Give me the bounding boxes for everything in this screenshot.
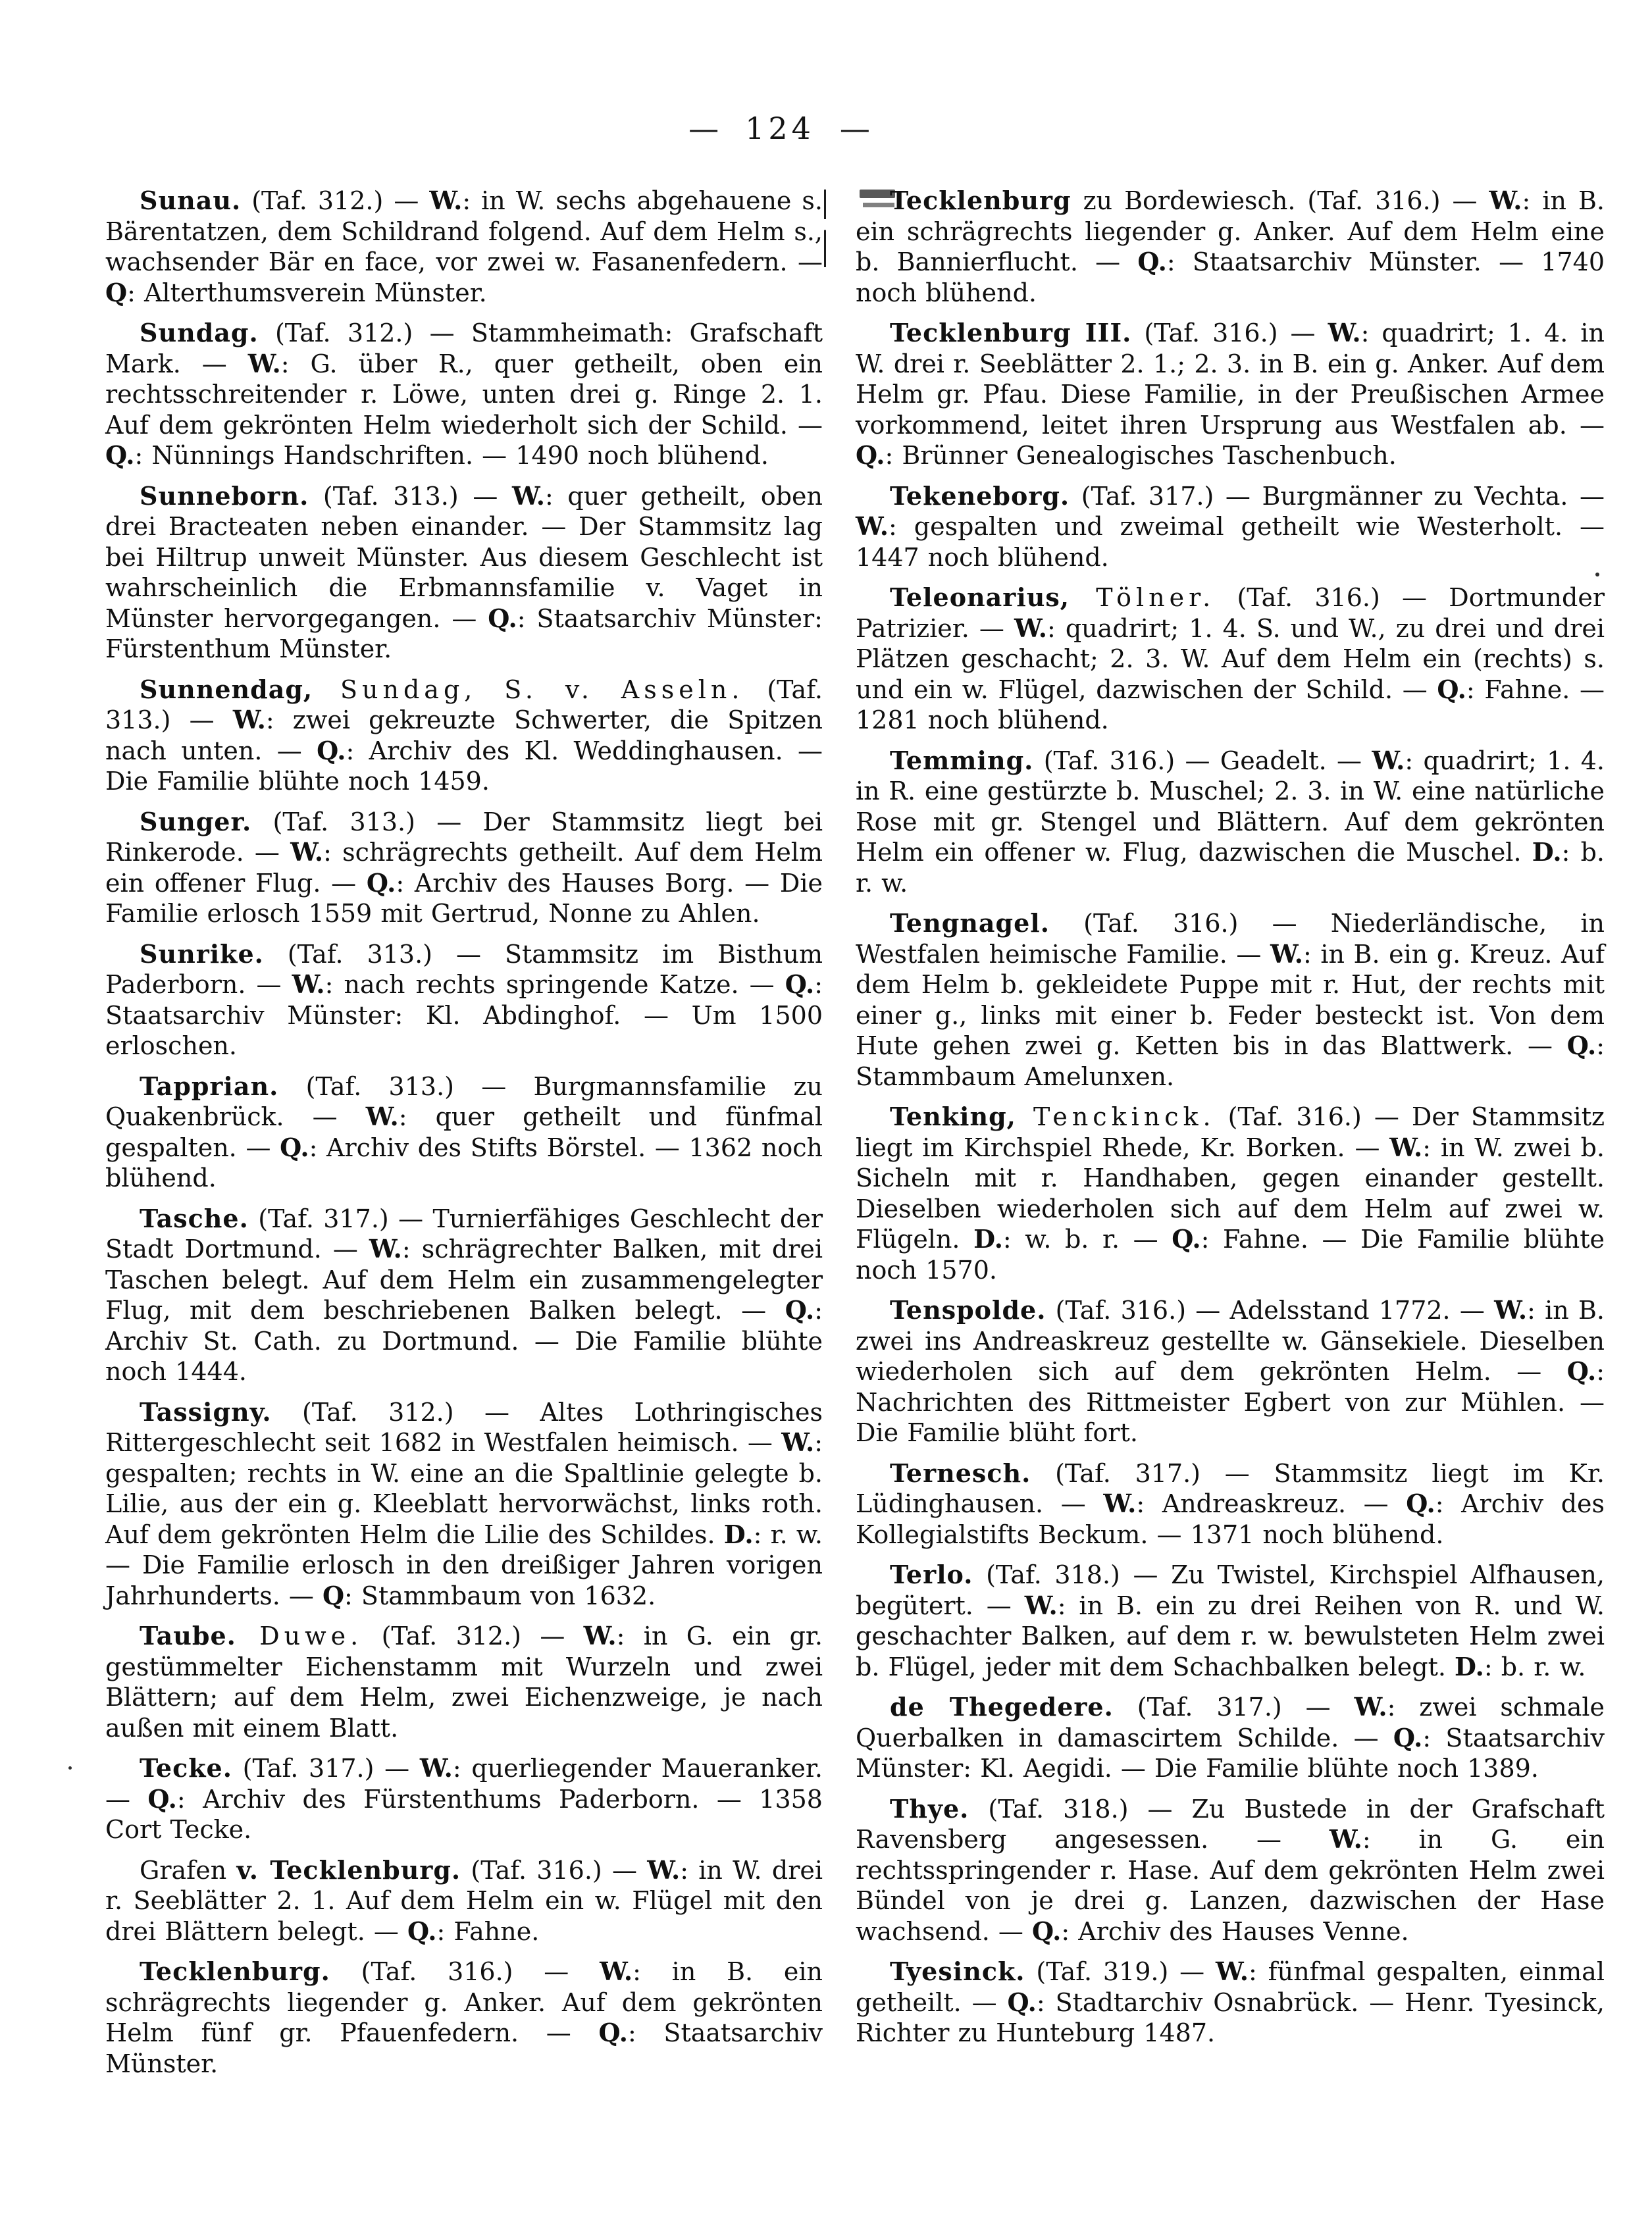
bold-token: W. — [1329, 1824, 1362, 1854]
bold-token: W. — [1024, 1590, 1058, 1620]
bold-token: Q. — [488, 603, 517, 633]
bold-token: W. — [365, 1102, 399, 1131]
entry-headword: Temming. — [890, 745, 1034, 775]
bold-token: Q. — [317, 735, 346, 765]
entry-headword: Tyesinck. — [890, 1956, 1025, 1986]
bold-token: W. — [1270, 938, 1303, 969]
entry: Thye. (Taf. 318.) — Zu Bustede in der Grafschaft Ravensberg angesessen. — W.: in G. ein rechtsspringender r. Hase. Auf dem gekrönten Helm zwei Bündel von je drei g. Lanzen, dazwischen der Hase wachsend. — Q.: Archiv des Hauses Venne. — [856, 1793, 1605, 1946]
bold-token: Q. — [407, 1916, 437, 1946]
entry: Ternesch. (Taf. 317.) — Stammsitz liegt im Kr. Lüdinghausen. — W.: Andreaskreuz. — Q.: Archiv des Kollegialstifts Beckum. — 1371 noch blühend. — [856, 1458, 1605, 1549]
entry-headword: Tengnagel. — [890, 908, 1050, 938]
bold-token: Q. — [1172, 1224, 1201, 1254]
entry-headword: Tapprian. — [140, 1071, 279, 1101]
page-header — [0, 111, 1560, 146]
bold-token: W. — [290, 837, 324, 867]
entry-headword: Taube. — [140, 1621, 236, 1650]
bold-token: Q. — [598, 2018, 628, 2047]
entry: Grafen v. Tecklenburg. (Taf. 316.) — W.: in W. drei r. Seeblätter 2. 1. Auf dem Helm ein w. Flügel mit den drei Blättern belegt. — Q.: Fahne. — [105, 1854, 823, 1946]
entry-headword: Tenking, — [890, 1102, 1016, 1131]
bold-token: Q. — [785, 1295, 815, 1325]
entry-headword: Thye. — [890, 1793, 969, 1824]
entry-headword: Tecklenburg — [890, 186, 1071, 215]
bold-token: W. — [1354, 1692, 1387, 1722]
bold-token: W. — [1494, 1295, 1528, 1325]
text-columns — [105, 186, 1605, 2079]
entry-headword: Ternesch. — [890, 1458, 1031, 1488]
entry-headword: Tasche. — [140, 1203, 249, 1233]
bold-token: W. — [1489, 186, 1522, 215]
bold-token: W. — [1216, 1956, 1249, 1986]
left-column — [105, 186, 823, 2079]
bold-token: Q. — [1437, 674, 1466, 704]
entry: Teleonarius, Tölner. (Taf. 316.) — Dortmunder Patrizier. — W.: quadrirt; 1. 4. S. und W., zu drei und drei Plätzen geschacht; 2. 3. W. Auf dem Helm ein (rechts) s. und ein w. Flügel, dazwischen der Schild. — Q.: Fahne. — 1281 noch blühend. — [856, 582, 1605, 734]
entry: Tenspolde. (Taf. 316.) — Adelsstand 1772. — W.: in B. zwei ins Andreaskreuz gestellte w. Gänsekiele. Dieselben wiederholen sich auf dem gekrönten Helm. — Q.: Nachrichten des Rittmeister Egbert von zur Mühlen. — Die Familie blüht fort. — [856, 1295, 1605, 1447]
bold-token: Q. — [105, 440, 135, 470]
entry-headword-prefix: Grafen — [140, 1855, 237, 1885]
entry: Tasche. (Taf. 317.) — Turnierfähiges Geschlecht der Stadt Dortmund. — W.: schrägrechter Balken, mit drei Taschen belegt. Auf dem Helm ein zusammengelegter Flug, mit dem beschriebenen Balken belegt. — Q.: Archiv St. Cath. zu Dortmund. — Die Familie blühte noch 1444. — [105, 1203, 823, 1386]
bold-token: Q. — [147, 1783, 177, 1814]
bold-token: W. — [1328, 318, 1361, 347]
entry: Sunneborn. (Taf. 313.) — W.: quer getheilt, oben drei Bracteaten neben einander. — Der Stammsitz lag bei Hiltrup unweit Münster. Aus diesem Geschlecht ist wahrscheinlich die Erbmannsfamilie v. Vaget in Münster hervorgegangen. — Q.: Staatsarchiv Münster: Fürstenthum Münster. — [105, 480, 823, 663]
entry-headword: Sunneborn. — [140, 480, 309, 511]
bold-token: W. — [583, 1621, 617, 1650]
bold-token: D. — [1532, 837, 1562, 867]
entry-headword: Tecklenburg. — [140, 1956, 330, 1986]
bold-token: W. — [781, 1427, 815, 1457]
bold-token: Q. — [1566, 1356, 1597, 1386]
bold-token: W. — [1372, 745, 1405, 775]
entry: Sunger. (Taf. 313.) — Der Stammsitz liegt bei Rinkerode. — W.: schrägrechts getheilt. Auf dem Helm ein offener Flug. — Q.: Archiv des Hauses Borg. — Die Familie erlosch 1559 mit Gertrud, Nonne zu Ahlen. — [105, 806, 823, 928]
bold-token: W. — [856, 511, 889, 541]
entry-headword: Teleonarius, — [890, 582, 1070, 612]
bold-token: D. — [1455, 1651, 1484, 1681]
entry: Tekeneborg. (Taf. 317.) — Burgmänner zu Vechta. — W.: gespalten und zweimal getheilt wie Westerholt. — 1447 noch blühend. — [856, 480, 1605, 572]
bold-token: Q — [105, 277, 128, 307]
entry: Taube. Duwe. (Taf. 312.) — W.: in G. ein gr. gestümmelter Eichenstamm mit Wurzeln und zwei Blättern; auf dem Helm, zwei Eichenzweige, je nach außen mit einem Blatt. — [105, 1621, 823, 1743]
entry: Tengnagel. (Taf. 316.) — Niederländische, in Westfalen heimische Familie. — W.: in B. ein g. Kreuz. Auf dem Helm b. gekleidete Puppe mit r. Hut, der rechts mit einer g., links mit einer b. Feder besteckt ist. Von dem Hute gehen zwei g. Ketten bis in das Blattwerk. — Q.: Stammbaum Amelunxen. — [856, 908, 1605, 1091]
entry-headword: Sundag. — [140, 318, 259, 347]
bold-token: Q. — [1566, 1031, 1597, 1060]
bold-token: Q. — [856, 440, 885, 470]
entry: Tecklenburg III. (Taf. 316.) — W.: quadrirt; 1. 4. in W. drei r. Seeblätter 2. 1.; 2. 3. in B. ein g. Anker. Auf dem Helm gr. Pfau. Diese Familie, in der Preußischen Armee vorkommend, leitet ihren Ursprung aus Westfalen ab. — Q.: Brünner Genealogisches Taschenbuch. — [856, 318, 1605, 470]
entry-headword: Tenspolde. — [890, 1295, 1046, 1325]
entry: Tyesinck. (Taf. 319.) — W.: fünfmal gespalten, einmal getheilt. — Q.: Stadtarchiv Osnabrück. — Henr. Tyesinck, Richter zu Hunteburg 1487. — [856, 1956, 1605, 2047]
entry: Tecklenburg zu Bordewiesch. (Taf. 316.) — W.: in B. ein schrägrechts liegender g. Anker. Auf dem Helm eine b. Bannierflucht. — Q.: Staatsarchiv Münster. — 1740 noch blühend. — [856, 186, 1605, 307]
entry: Terlo. (Taf. 318.) — Zu Twistel, Kirchspiel Alfhausen, begütert. — W.: in B. ein zu drei Reihen von R. und W. geschachter Balken, auf dem r. w. bewulsteten Helm zwei b. Flügel, jeder mit dem Schachbalken belegt. D.: b. r. w. — [856, 1560, 1605, 1681]
entry: Tapprian. (Taf. 313.) — Burgmannsfamilie zu Quakenbrück. — W.: quer getheilt und fünfmal gespalten. — Q.: Archiv des Stifts Börstel. — 1362 noch blühend. — [105, 1071, 823, 1192]
page-number: 124 — [745, 111, 815, 146]
entry-headword: Tecklenburg III. — [890, 318, 1132, 347]
right-column — [856, 186, 1605, 2079]
bold-token: W. — [232, 705, 266, 734]
bold-token: Q. — [1406, 1489, 1435, 1518]
entry: Sunrike. (Taf. 313.) — Stammsitz im Bisthum Paderborn. — W.: nach rechts springende Katze. — Q.: Staatsarchiv Münster: Kl. Abdinghof. — Um 1500 erloschen. — [105, 938, 823, 1060]
bold-token: Q. — [1031, 1916, 1062, 1946]
bold-token: W. — [1389, 1132, 1423, 1162]
entry: Sunnendag, Sundag, S. v. Asseln. (Taf. 313.) — W.: zwei gekreuzte Schwerter, die Spitzen nach unten. — Q.: Archiv des Kl. Weddinghausen. — Die Familie blühte noch 1459. — [105, 674, 823, 796]
bold-token: Q — [322, 1580, 345, 1610]
entry: Tecke. (Taf. 317.) — W.: querliegender Maueranker. — Q.: Archiv des Fürstenthums Paderborn. — 1358 Cort Tecke. — [105, 1753, 823, 1844]
bold-token: D. — [723, 1519, 754, 1549]
bold-token: W. — [419, 1753, 453, 1783]
entry-headword: Sunrike. — [140, 938, 264, 969]
bold-token: Q. — [1137, 247, 1167, 276]
bold-token: Q. — [366, 867, 396, 898]
bold-token: Q. — [280, 1132, 309, 1162]
entry-headword: Sunau. — [140, 186, 242, 215]
entry-headword: Tecke. — [140, 1753, 232, 1783]
entry: Tassigny. (Taf. 312.) — Altes Lothringisches Rittergeschlecht seit 1682 in Westfalen heimisch. — W.: gespalten; rechts in W. eine an die Spaltlinie gelegte b. Lilie, aus der ein g. Kleeblatt hervorwächst, links roth. Auf dem gekrönten Helm die Lilie des Schildes. D.: r. w. — Die Familie erlosch in den dreißiger Jahren vorigen Jahrhunderts. — Q: Stammbaum von 1632. — [105, 1396, 823, 1610]
header-dash-right: — — [839, 111, 871, 146]
ink-speck — [68, 1766, 72, 1770]
bold-token: W. — [247, 348, 281, 378]
entry-headword: Tekeneborg. — [890, 480, 1070, 511]
entry-alt-name: Sundag, S. v. Asseln. — [313, 675, 744, 704]
entry-headword: Tassigny. — [140, 1396, 272, 1427]
entry-alt-name: Tölner. — [1070, 583, 1216, 612]
bold-token: Q. — [785, 969, 815, 999]
entry-headword: Sunger. — [140, 806, 252, 836]
entry-alt-name: Duwe. — [236, 1622, 363, 1650]
bold-token: W. — [1103, 1489, 1137, 1518]
entry-headword: de Thegedere. — [890, 1692, 1114, 1722]
entry-alt-name: Tenckinck. — [1016, 1102, 1216, 1131]
bold-token: Q. — [1007, 1987, 1037, 2017]
entry: Tenking, Tenckinck. (Taf. 316.) — Der Stammsitz liegt im Kirchspiel Rhede, Kr. Borken. — W.: in W. zwei b. Sicheln mit r. Handhaben, gegen einander gestellt. Dieselben wiederholen sich auf dem Helm auf zwei w. Flügeln. D.: w. b. r. — Q.: Fahne. — Die Familie blühte noch 1570. — [856, 1102, 1605, 1285]
entry: Sundag. (Taf. 312.) — Stammheimath: Grafschaft Mark. — W.: G. über R., quer getheilt, oben ein rechtsschreitender r. Löwe, unten drei g. Ringe 2. 1. Auf dem gekrönten Helm wiederholt sich der Schild. — Q.: Nünnings Handschriften. — 1490 noch blühend. — [105, 318, 823, 470]
bold-token: W. — [647, 1854, 681, 1885]
bold-token: W. — [600, 1956, 633, 1986]
bold-token: W. — [369, 1234, 402, 1264]
bold-token: W. — [292, 969, 325, 999]
entry: de Thegedere. (Taf. 317.) — W.: zwei schmale Querbalken in damascirtem Schilde. — Q.: Staatsarchiv Münster: Kl. Aegidi. — Die Familie blühte noch 1389. — [856, 1692, 1605, 1783]
bold-token: Q. — [1393, 1722, 1423, 1752]
entry: Temming. (Taf. 316.) — Geadelt. — W.: quadrirt; 1. 4. in R. eine gestürzte b. Muschel; 2. 3. in W. eine natürliche Rose mit gr. Stengel und Blättern. Auf dem gekrönten Helm ein offener w. Flug, dazwischen die Muschel. D.: b. r. w. — [856, 745, 1605, 898]
header-dash-left: — — [688, 111, 721, 146]
entry: Sunau. (Taf. 312.) — W.: in W. sechs abgehauene s. Bärentatzen, dem Schildrand folgend. Auf dem Helm s., wachsender Bär en face, vor zwei w. Fasanenfedern. — Q: Alterthumsverein Münster. — [105, 186, 823, 307]
bold-token: W. — [511, 480, 545, 511]
bold-token: W. — [429, 186, 463, 215]
bold-token: W. — [1014, 613, 1047, 643]
entry-headword: v. Tecklenburg. — [236, 1854, 461, 1885]
entry-headword: Sunnendag, — [140, 674, 313, 704]
entry-headword: Terlo. — [890, 1560, 973, 1589]
bold-token: D. — [973, 1224, 1003, 1254]
entry: Tecklenburg. (Taf. 316.) — W.: in B. ein schrägrechts liegender g. Anker. Auf dem gekrönten Helm fünf gr. Pfauenfedern. — Q.: Staatsarchiv Münster. — [105, 1956, 823, 2078]
